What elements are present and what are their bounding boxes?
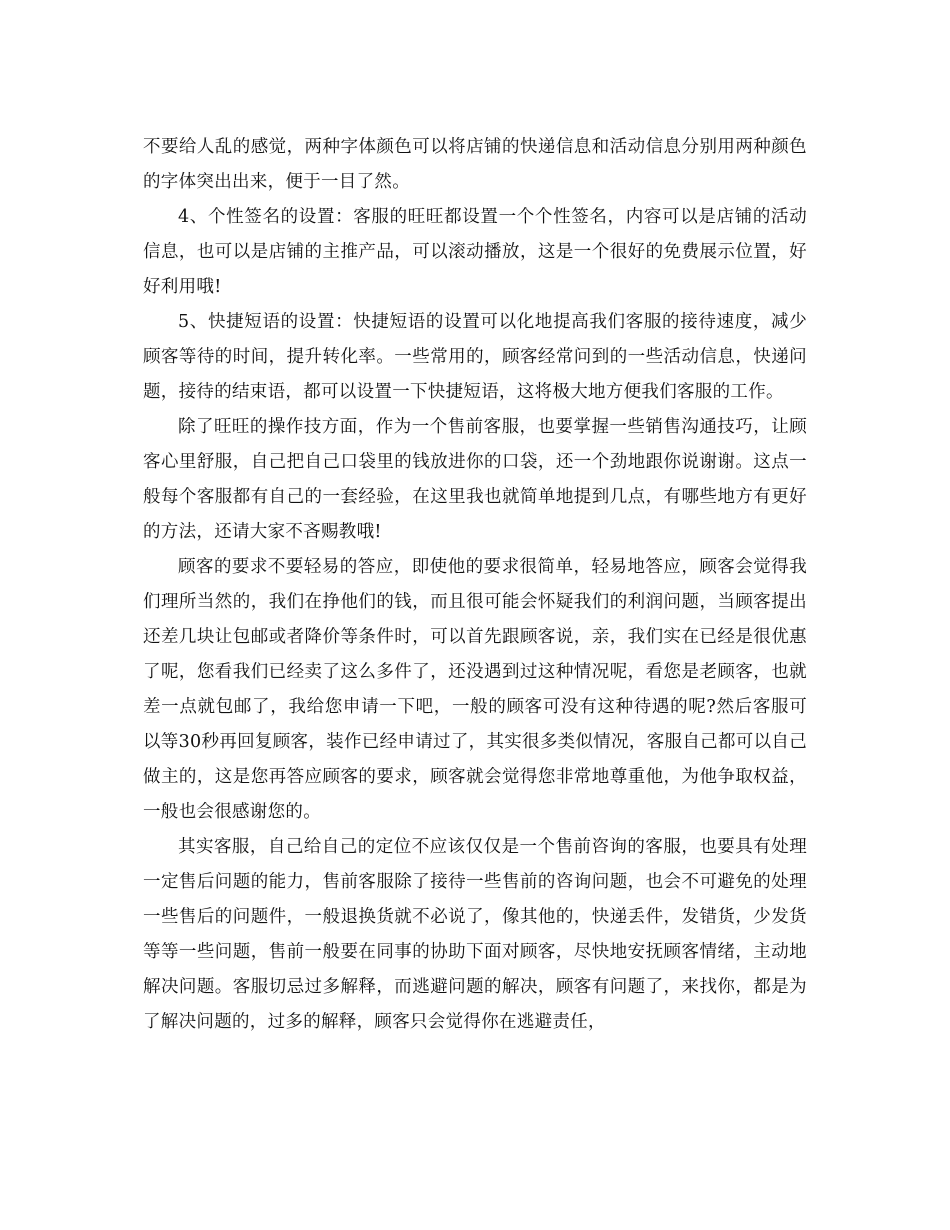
document-body	[143, 130, 807, 1040]
paragraph-2: 4、个性签名的设置：客服的旺旺都设置一个个性签名，内容可以是店铺的活动信息，也可以是店铺的主推产品，可以滚动播放，这是一个很好的免费展示位置，好好利用哦!	[143, 207, 807, 297]
paragraph-1: 不要给人乱的感觉，两种字体颜色可以将店铺的快递信息和活动信息分别用两种颜色的字体突出出来，便于一目了然。	[143, 137, 807, 192]
paragraph-5: 顾客的要求不要轻易的答应，即使他的要求很简单，轻易地答应，顾客会觉得我们理所当然的，我们在挣他们的钱，而且很可能会怀疑我们的利润问题，当顾客提出还差几块让包邮或者降价等条件时，可以首先跟顾客说，亲，我们实在已经是很优惠了呢，您看我们已经卖了这么多件了，还没遇到过这种情况呢，看您是老顾客，也就差一点就包邮了，我给您申请一下吧，一般的顾客可没有这种待遇的呢?然后客服可以等30秒再回复顾客，装作已经申请过了，其实很多类似情况，客服自己都可以自己做主的，这是您再答应顾客的要求，顾客就会觉得您非常地尊重他，为他争取权益，一般也会很感谢您的。	[143, 557, 807, 822]
paragraph-3: 5、快捷短语的设置：快捷短语的设置可以化地提高我们客服的接待速度，减少顾客等待的时间，提升转化率。一些常用的，顾客经常问到的一些活动信息，快递问题，接待的结束语，都可以设置一下快捷短语，这将极大地方便我们客服的工作。	[143, 312, 807, 402]
paragraph-4: 除了旺旺的操作技方面，作为一个售前客服，也要掌握一些销售沟通技巧，让顾客心里舒服，自己把自己口袋里的钱放进你的口袋，还一个劲地跟你说谢谢。这点一般每个客服都有自己的一套经验，在这里我也就简单地提到几点，有哪些地方有更好的方法，还请大家不吝赐教哦!	[143, 417, 807, 542]
paragraph-6: 其实客服，自己给自己的定位不应该仅仅是一个售前咨询的客服，也要具有处理一定售后问题的能力，售前客服除了接待一些售前的咨询问题，也会不可避免的处理一些售后的问题件，一般退换货就不必说了，像其他的，快递丢件，发错货，少发货等等一些问题，售前一般要在同事的协助下面对顾客，尽快地安抚顾客情绪，主动地解决问题。客服切忌过多解释，而逃避问题的解决，顾客有问题了，来找你，都是为了解决问题的，过多的解释，顾客只会觉得你在逃避责任，	[143, 837, 807, 1032]
